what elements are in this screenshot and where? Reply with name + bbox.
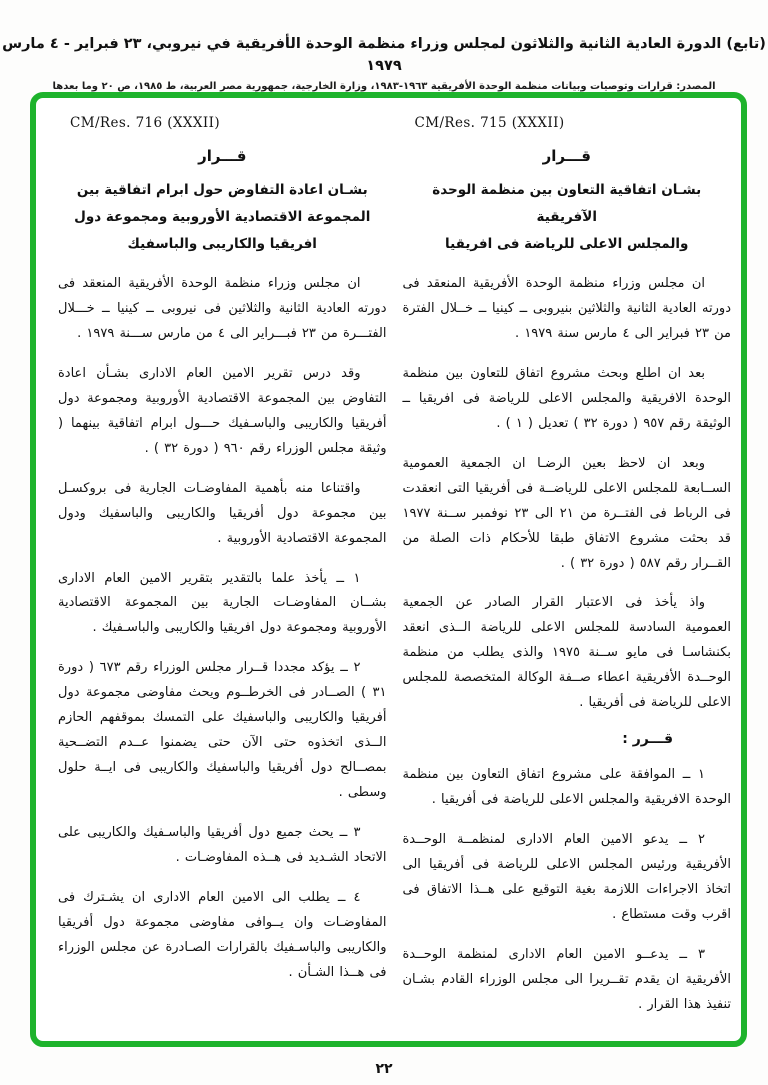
title-line: بشـان اعادة التفاوض حول ابرام اتفاقية بين: [76, 182, 368, 198]
numbered-item: ٣ ــ يحث جميع دول أفريقيا والباسـفيك والكاريبى على الاتحاد الشـديد فى هــذه المفاوضـات .: [58, 825, 387, 866]
title-line: افريقيا والكاريبى والباسفيك: [127, 236, 317, 252]
numbered-item: ٢ ــ يدعو الامين العام الادارى لمنظمــة الوحــدة الأفريقية ورئيس المجلس الاعلى للرياضة فى أفريقيا الى اتخاذ الاجراءات اللازمة بغية التوقيع على هــذا الاتفاق فى اقرب وقت مستطاع .: [402, 832, 731, 923]
session-title: (تابع) الدورة العادية الثانية والثلاثون لمجلس وزراء منظمة الوحدة الأفريقية في نيروبي، ٢٣ فبراير - ٤ مارس ١٩٧٩: [2, 36, 766, 74]
paragraph: واذ يأخذ فى الاعتبار القرار الصادر عن الجمعية العمومية السادسة للمجلس الاعلى للرياضة الــذى انعقد بكنشاسـا فى مايو ســنة ١٩٧٥ والذى يطلب من منظمة الوحــدة الأفريقية اعطاء صــفة الوكالة المتخصصة للمجلس الاعلى للرياضة فى أفريقيا .: [402, 595, 731, 711]
resolution-ref-716: CM/Res. 716 (XXXII): [70, 115, 221, 131]
document-header: [0, 0, 768, 92]
numbered-item: ٣ ــ يدعــو الامين العام الادارى لمنظمة الوحــدة الأفريقية ان يقدم تقــريرا الى مجلس الوزراء القادم بشـان تنفيذ هذا القرار .: [402, 946, 731, 1012]
numbered-item: ٤ ــ يطلب الى الامين العام الادارى ان يشـترك فى المفاوضـات وان يــوافى مفاوضى مجموعة دول أفريقيا والكاريبى والباسـفيك بالقرارات الصـادرة عن مجلس الوزراء فى هــذا الشـأن .: [58, 890, 387, 980]
numbered-item: ١ ــ يأخذ علما بالتقدير بتقرير الامين العام الادارى بشــان المفاوضـات الجارية بين المجموعة الاقتصادية الأوروبية ومجموعة دول افريقيا والكاريبى والباسـفيك .: [58, 570, 387, 636]
paragraph: وقد درس تقرير الامين العام الادارى بشـأن اعادة التفاوض بين المجموعة الاقتصادية الأوروبية ومجموعة دول أفريقيا والكاريبى والباسـفيك حـــول ابرام اتفاقية بينهما ( وثيقة مجلس الوزراء رقم ٩٦٠ ( دورة ٣٢ ) .: [58, 365, 387, 456]
source-citation: المصدر: قرارات وتوصيات وبيانات منظمة الوحدة الأفريقية ١٩٦٣-١٩٨٣، وزارة الخارجية، جمهورية مصر العربية، ط ١٩٨٥، ص ٢٠ وما بعدها: [52, 80, 716, 92]
decides-label: قـــرر :: [622, 731, 673, 748]
resolution-ref-715: CM/Res. 715 (XXXII): [414, 115, 565, 131]
resolution-title-715: [403, 177, 732, 258]
numbered-item: ١ ــ الموافقة على مشروع اتفاق التعاون بين منظمة الوحدة الافريقية والمجلس الاعلى للرياضة فى أفريقيا .: [402, 767, 731, 808]
resolution-body-716: [58, 272, 387, 986]
title-line: المجموعة الاقتصادية الأوروبية ومجموعة دول: [74, 209, 371, 225]
paragraph: ان مجلس وزراء منظمة الوحدة الأفريقية المنعقد فى دورته العادية الثانية والثلاثين فى نيروبى ــ كينيا ــ خـــلال الفتـــرة من ٢٣ فبـــراير الى ٤ من مارس ســـنة ١٩٧٩ .: [58, 276, 387, 341]
paragraph: واقتناعا منه بأهمية المفاوضـات الجارية فى بروكسـل بين مجموعة دول أفريقيا والكاريبى والباسفيك ودول المجموعة الاقتصادية الأوروبية .: [58, 480, 387, 546]
green-content-frame: [30, 92, 747, 1047]
title-line: بشـان اتفاقية التعاون بين منظمة الوحدة الآفريقية: [432, 182, 702, 225]
paragraph: بعد ان اطلع وبحث مشروع اتفاق للتعاون بين منظمة الوحدة الافريقية والمجلس الاعلى للرياضة فى افريقيا ــ الوثيقة رقم ٩٥٧ ( دورة ٣٢ ) تعديل ( ١ ) .: [402, 365, 731, 431]
resolution-body-715: [403, 272, 732, 1018]
column-resolution-716: [58, 115, 387, 1031]
resolution-heading-716: قـــرار: [198, 147, 247, 165]
two-column-layout: [58, 115, 731, 1031]
numbered-item: ٢ ــ يؤكد مجددا قــرار مجلس الوزراء رقم ٦٧٣ ( دورة ٣١ ) الصــادر فى الخرطــوم ويحث مفاوضى مجموعة دول أفريقيا والكاريبى والباسفيك على التمسك بموقفهم الحازم الــذى اتخذوه حتى الآن حتى يضمنوا عــدم التضــحية بمصــالح دول أفريقيا والباسفيك والكاريبى فى ايــة حلول وسطى .: [58, 660, 387, 801]
paragraph: وبعد ان لاحظ بعين الرضـا ان الجمعية العمومية الســابعة للمجلس الاعلى للرياضــة فى أفريقيا التى انعقدت فى الرباط فى الفتــرة من ٢١ الى ٢٣ نوفمبر ســنة ١٩٧٧ قد بحثت مشروع الاتفاق طبقا للأحكام ذات الصلة من القــرار رقم ٥٨٧ ( دورة ٣٢ ) .: [402, 455, 731, 571]
title-line: والمجلس الاعلى للرياضة فى افريقيا: [445, 236, 689, 252]
page-number: ٢٢: [375, 1061, 393, 1077]
resolution-title-716: [58, 177, 387, 258]
resolution-heading-715: قـــرار: [542, 147, 591, 165]
paragraph: ان مجلس وزراء منظمة الوحدة الأفريقية المنعقد فى دورته العادية الثانية والثلاثين بنيروبى ــ كينيا ــ خــلال الفترة من ٢٣ فبراير الى ٤ مارس سنة ١٩٧٩ .: [402, 276, 731, 341]
column-resolution-715: [403, 115, 732, 1031]
